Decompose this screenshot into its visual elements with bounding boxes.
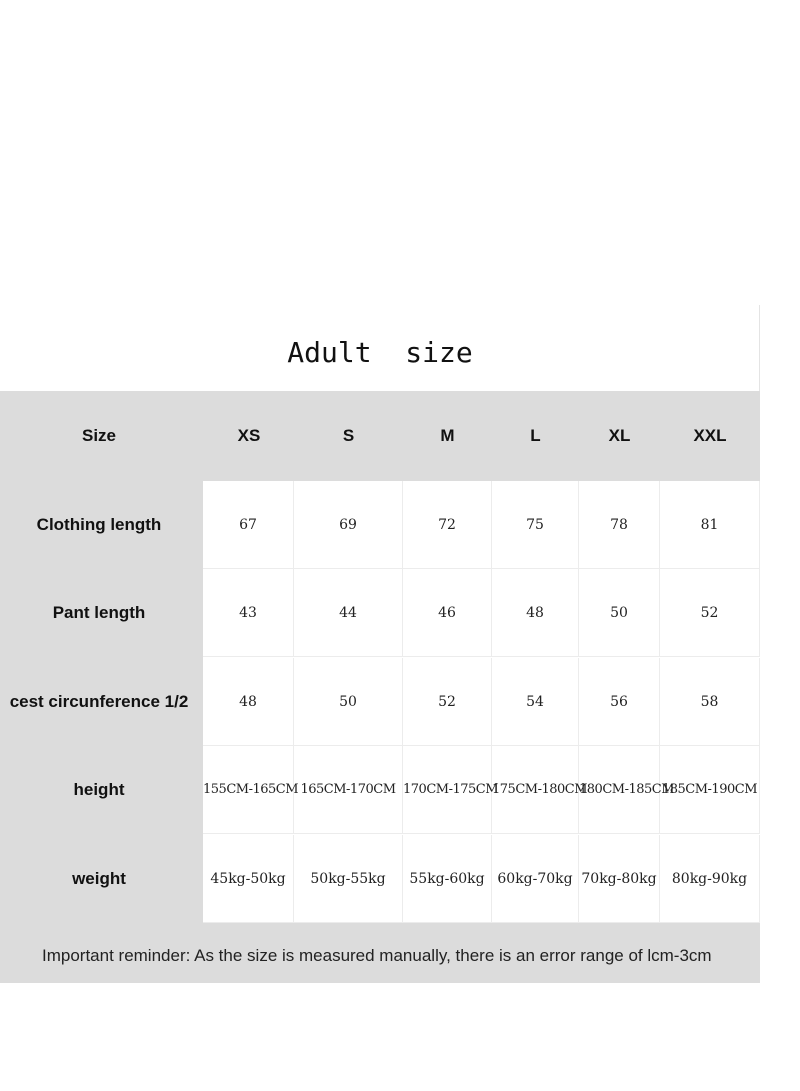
table-cell: 180CM-185CM: [579, 746, 660, 834]
table-cell: 60kg-70kg: [492, 835, 579, 923]
table-cell: 58: [660, 658, 760, 746]
table-cell: 44: [294, 569, 403, 657]
table-cell: 67: [203, 481, 294, 569]
size-header-xl: XL: [608, 426, 631, 445]
row-label-clothing-length: Clothing length: [36, 515, 162, 534]
table-cell: 45kg-50kg: [203, 835, 294, 923]
size-header-xs: XS: [237, 426, 261, 445]
table-cell: 170CM-175CM: [403, 746, 492, 834]
table-cell: 55kg-60kg: [403, 835, 492, 923]
table-cell: 78: [579, 481, 660, 569]
table-cell: 50: [579, 569, 660, 657]
row-label-pant-length: Pant length: [52, 603, 146, 622]
row-label-chest-half: cest circunference 1/2: [9, 692, 189, 711]
table-cell: 46: [403, 569, 492, 657]
table-cell: 43: [203, 569, 294, 657]
table-cell: 75: [492, 481, 579, 569]
size-header-m: M: [440, 426, 455, 445]
size-header-s: S: [342, 426, 355, 445]
important-reminder-note: Important reminder: As the size is measured manually, there is an error range of lcm-3cm: [42, 946, 712, 965]
row-label-weight: weight: [72, 869, 126, 888]
table-cell: 48: [492, 569, 579, 657]
table-cell: 69: [294, 481, 403, 569]
table-cell: 175CM-180CM: [492, 746, 579, 834]
table-cell: 155CM-165CM: [203, 746, 294, 834]
value-grid: [203, 481, 760, 923]
table-cell: 52: [660, 569, 760, 657]
size-header-xxl: XXL: [693, 426, 727, 445]
table-cell: 56: [579, 658, 660, 746]
table-cell: 54: [492, 658, 579, 746]
header-row: [0, 391, 760, 481]
table-cell: 70kg-80kg: [579, 835, 660, 923]
table-cell: 50: [294, 658, 403, 746]
table-cell: 81: [660, 481, 760, 569]
corner-header: Size: [81, 426, 117, 445]
table-cell: 185CM-190CM: [660, 746, 760, 834]
table-cell: 48: [203, 658, 294, 746]
table-cell: 52: [403, 658, 492, 746]
size-header-l: L: [530, 426, 541, 445]
table-cell: 80kg-90kg: [660, 835, 760, 923]
size-chart-table: [0, 391, 760, 983]
table-cell: 50kg-55kg: [294, 835, 403, 923]
table-cell: 165CM-170CM: [294, 746, 403, 834]
row-label-height: height: [73, 780, 125, 799]
chart-title: Adult size: [287, 336, 473, 369]
table-cell: 72: [403, 481, 492, 569]
edge-divider: [759, 305, 760, 392]
